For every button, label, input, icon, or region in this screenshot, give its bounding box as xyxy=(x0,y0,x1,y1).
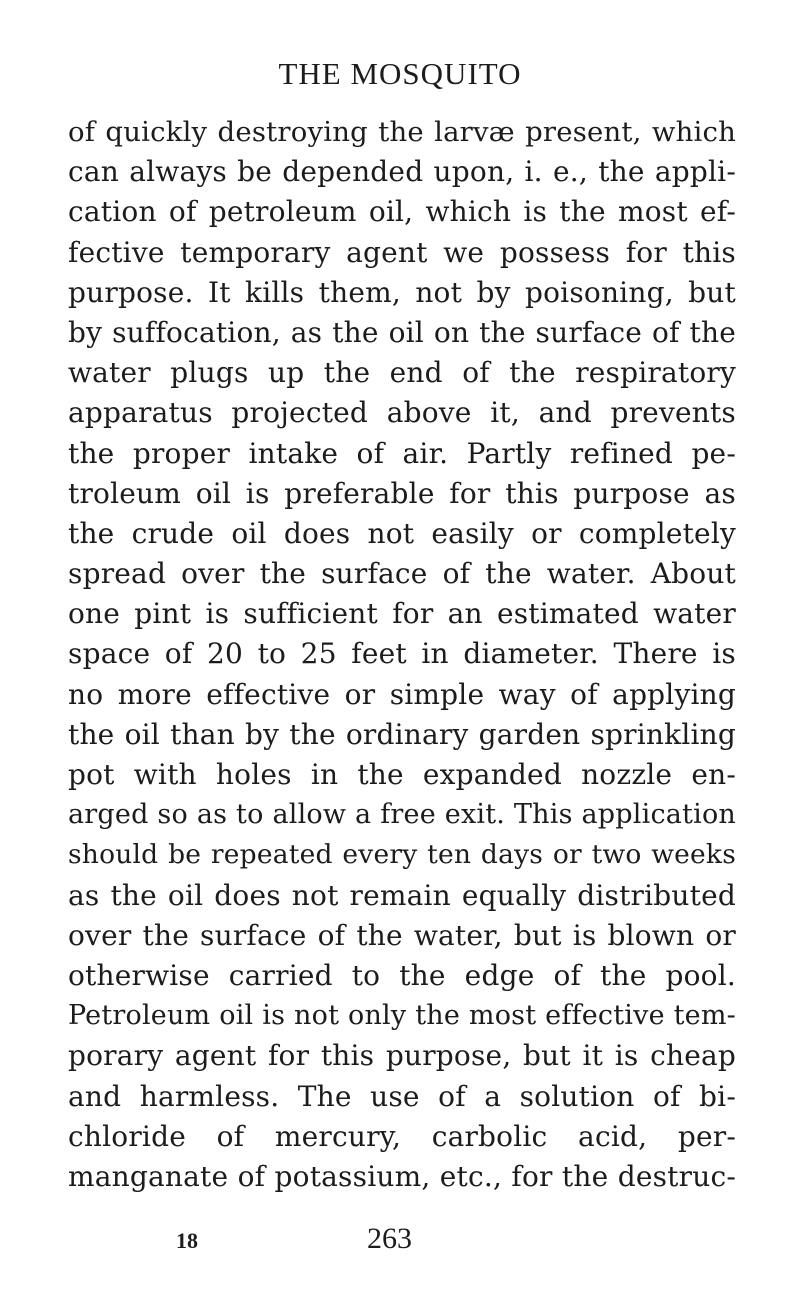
text-line: porary agent for this purpose, but it is cheap xyxy=(68,1039,736,1073)
text-line: fective temporary agent we possess for this xyxy=(68,235,736,269)
text-line: no more effective or simple way of applying xyxy=(68,677,736,711)
text-line: the oil than by the ordinary garden sprinkling xyxy=(68,717,736,751)
text-line: cation of petroleum oil, which is the most ef- xyxy=(68,195,736,229)
text-line: over the surface of the water, but is blown or xyxy=(68,918,736,952)
text-line: pot with holes in the expanded nozzle en- xyxy=(68,758,736,791)
page-number: 263 xyxy=(367,1222,412,1255)
text-line: troleum oil is preferable for this purpose as xyxy=(68,476,736,510)
text-line: can always be depended upon, i. e., the appli- xyxy=(68,155,736,189)
text-line: the crude oil does not easily or completely xyxy=(68,516,736,550)
text-line: the proper intake of air. Partly refined pe- xyxy=(68,436,736,470)
text-line: Petroleum oil is not only the most effective tem- xyxy=(68,1000,736,1032)
text-line: one pint is sufficient for an estimated water xyxy=(68,597,736,631)
text-line: by suffocation, as the oil on the surface of the xyxy=(68,315,736,349)
text-line: chloride of mercury, carbolic acid, per- xyxy=(68,1119,736,1153)
text-line: spread over the surface of the water. About xyxy=(68,557,736,591)
text-line: of quickly destroying the larvæ present, which xyxy=(68,116,736,148)
text-line: water plugs up the end of the respiratory xyxy=(68,356,736,390)
running-head: THE MOSQUITO xyxy=(278,56,522,91)
page-footer xyxy=(0,1222,800,1262)
text-line: should be repeated every ten days or two weeks xyxy=(68,839,736,871)
text-line: manganate of potassium, etc., for the destruc- xyxy=(68,1159,736,1193)
text-line: arged so as to allow a free exit. This application xyxy=(68,799,736,831)
text-line: apparatus projected above it, and prevents xyxy=(68,396,736,430)
text-line: otherwise carried to the edge of the pool. xyxy=(68,958,736,992)
text-line: as the oil does not remain equally distributed xyxy=(68,878,736,912)
text-line: and harmless. The use of a solution of bi- xyxy=(68,1079,736,1113)
text-line: purpose. It kills them, not by poisoning, but xyxy=(68,275,736,309)
text-line: space of 20 to 25 feet in diameter. There is xyxy=(68,637,736,671)
body-text xyxy=(68,112,736,1197)
signature-mark: 18 xyxy=(176,1228,198,1253)
